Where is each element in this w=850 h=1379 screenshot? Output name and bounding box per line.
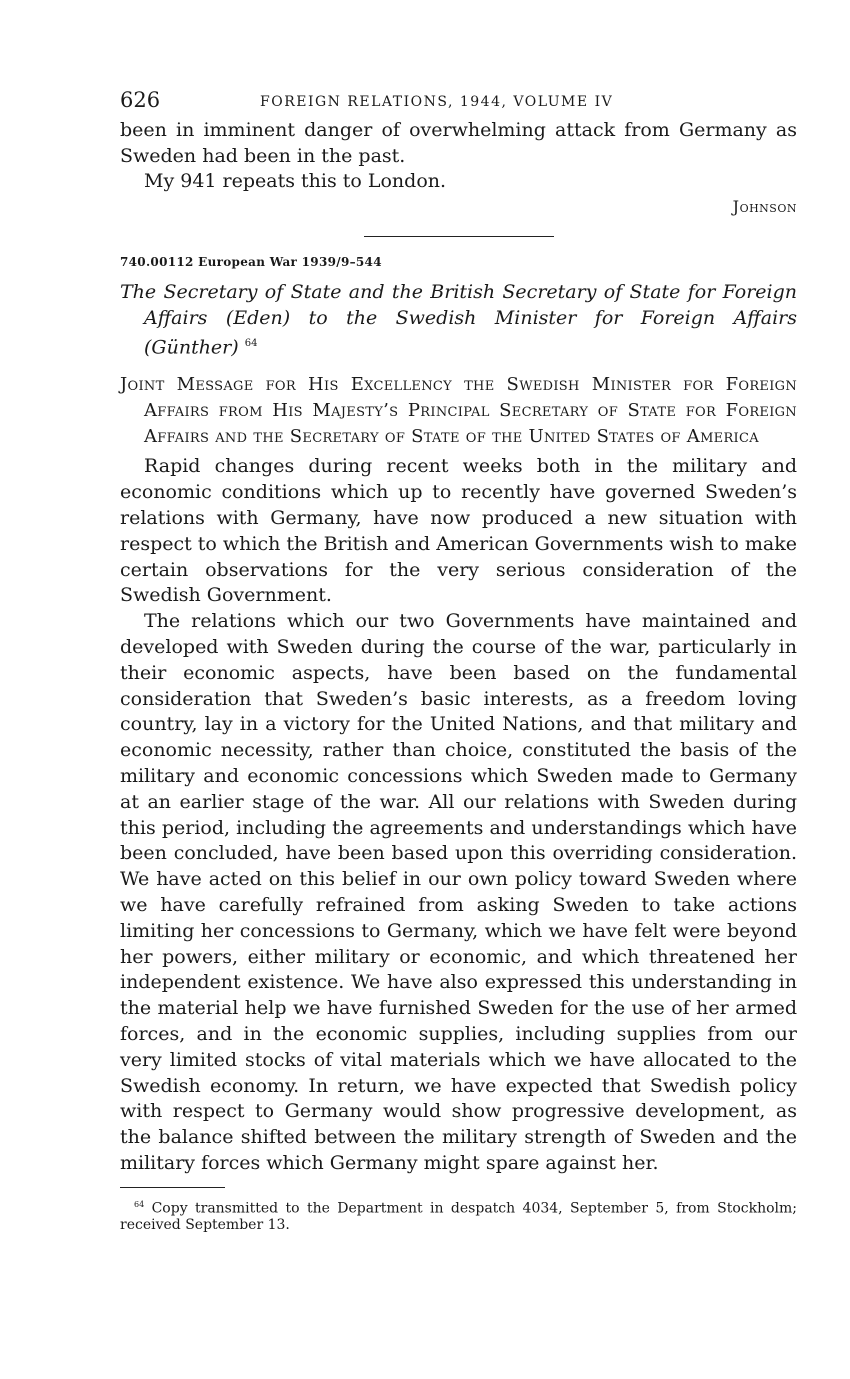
continuation-text: been in imminent danger of overwhelming attack from Germany as Sweden had been in the past. [120,119,797,167]
message-body [120,454,797,1176]
running-title: FOREIGN RELATIONS, 1944, VOLUME IV [260,94,614,110]
title-footnote-ref: 64 [244,338,258,350]
document-title [120,279,797,360]
footnote-marker: 64 [134,1199,145,1209]
repeat-line: My 941 repeats this to London. [144,170,447,193]
file-number: 740.00112 European War 1939/9–544 [120,255,382,270]
section-divider [364,236,554,237]
footnote [120,1196,797,1235]
body-paragraph: Rapid changes during recent weeks both in the military and economic conditions which up to recently have governed Sweden’s relations with Germany, have now produced a new situation with respect to which the British and American Governments wish to make certain observations for the very serious consideration of the Swedish Government. [120,455,797,607]
message-heading: Joint Message for His Excellency the Swedish Minister for Foreign Affairs from His Majesty’s Principal Secretary of State for Foreign Affairs and the Secretary of State of the United States of America [120,374,797,448]
footnote-text: Copy transmitted to the Department in despatch 4034, September 5, from Stockholm; received September 13. [120,1200,797,1234]
page-header [120,88,797,118]
footnote-divider [120,1187,225,1188]
signature: Johnson [732,197,797,217]
page-number: 626 [120,88,161,112]
document-page [120,88,797,1234]
document-title-text: The Secretary of State and the British Secretary of State for Foreign Affairs (Eden) to the Swedish Minister for Foreign Affairs (Günther) [120,281,797,359]
body-paragraph: The relations which our two Governments have maintained and developed with Sweden during the course of the war, particularly in their economic aspects, have been based on the fundamental consideration that Sweden’s basic interests, as a freedom loving country, lay in a victory for the United Nations, and that military and economic necessity, rather than choice, constituted the basis of the military and economic concessions which Sweden made to Germany at an earlier stage of the war. All our relations with Sweden during this period, including the agreements and understandings which have been concluded, have been based upon this overriding consideration. We have acted on this belief in our own policy toward Sweden where we have carefully refrained from asking Sweden to take actions limiting her concessions to Germany, which we have felt were beyond her powers, either military or economic, and which threatened her independent existence. We have also expressed this understanding in the material help we have furnished Sweden for the use of her armed forces, and in the economic supplies, including supplies from our very limited stocks of vital materials which we have allocated to the Swedish economy. In return, we have expected that Swedish policy with respect to Germany would show progressive development, as the balance shifted between the military strength of Sweden and the military forces which Germany might spare against her. [120,610,797,1174]
